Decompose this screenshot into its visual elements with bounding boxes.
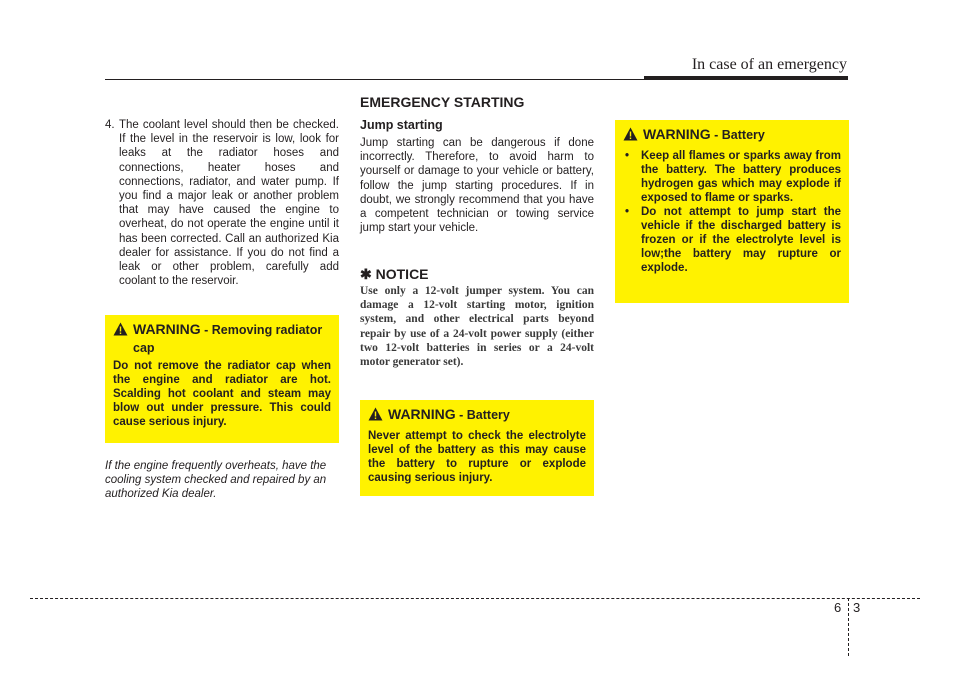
chapter-header-title: In case of an emergency [691,56,847,73]
chapter-number: 6 [834,600,842,615]
warning-text: Never attempt to check the electrolyte level of the battery as this may cause the battery to rupture or explode causing serious injury. [368,430,586,484]
sub-title: Jump starting [360,118,443,132]
warning-label: WARNING [388,406,456,422]
warning-triangle-icon [368,407,383,426]
bullet-icon: • [625,206,630,218]
warning-label: WARNING [643,126,711,142]
footer-rule [30,598,920,599]
bullet-text: Do not attempt to jump start the vehicle if the discharged battery is frozen or if the electrolyte level is low;the battery may rupture or explode. [641,206,841,274]
warning-bullet-item [623,149,841,205]
warning-heading [113,321,331,357]
notice-text: Use only a 12-volt jumper system. You can damage a 12-volt starting motor, ignition system, and other electrical parts beyond repair by use of a 24-volt power supply (either two 12-volt batteries in series or a 24-volt motor generator set). [360,285,594,369]
bullet-text: Keep all flames or sparks away from the battery. The battery produces hydrogen gas which may explode if exposed to flame or sparks. [641,150,841,204]
page-number: 3 [853,600,861,615]
warning-subject: - Removing radiator cap [133,323,323,355]
warning-subject: - Battery [455,408,510,422]
warning-text: Do not remove the radiator cap when the engine and radiator are hot. Scalding hot coolant and steam may blow out under pressure. This could cause serious injury. [113,360,331,428]
warning-box-radiator-cap [105,315,339,443]
header-rule-accent [644,76,848,80]
warning-triangle-icon [623,127,638,146]
warning-triangle-icon [113,322,128,340]
bullet-icon: • [625,150,630,162]
header-rule [105,79,645,80]
section-title: EMERGENCY STARTING [360,94,525,110]
warning-heading [368,406,586,426]
warning-subject: - Battery [710,128,765,142]
notice-label: NOTICE [375,266,429,282]
notice-asterisk-icon: ✱ [360,266,372,282]
warning-label: WARNING [133,321,201,337]
overheat-note: If the engine frequently overheats, have the cooling system checked and repaired by an authorized Kia dealer. [105,460,327,501]
step-text: The coolant level should then be checked. If the level in the reservoir is low, look for leaks at the radiator hoses and connections, heater hoses and connections, radiator, and water pump. If you find a major leak or another problem that may have caused the engine to overheat, do not operate the engine until it has been corrected. Call an authorized Kia dealer for assistance. If you do not find a leak or other problem, carefully add coolant to the reservoir. [119,119,339,288]
warning-box-battery-flames [615,120,849,303]
warning-heading [623,126,841,146]
warning-box-battery-electrolyte [360,400,594,496]
footer-divider [848,598,849,656]
jump-starting-text: Jump starting can be dangerous if done incorrectly. Therefore, to avoid harm to yourself or damage to your vehicle or battery, follow the jump starting procedures. If in doubt, we strongly recommend that you have a competent technician or towing service jump start your vehicle. [360,137,594,235]
step-number: 4. [105,119,115,131]
warning-bullet-item [623,205,841,275]
numbered-step-4 [105,118,339,288]
warning-bullet-list [623,149,841,275]
notice-heading [360,266,429,283]
